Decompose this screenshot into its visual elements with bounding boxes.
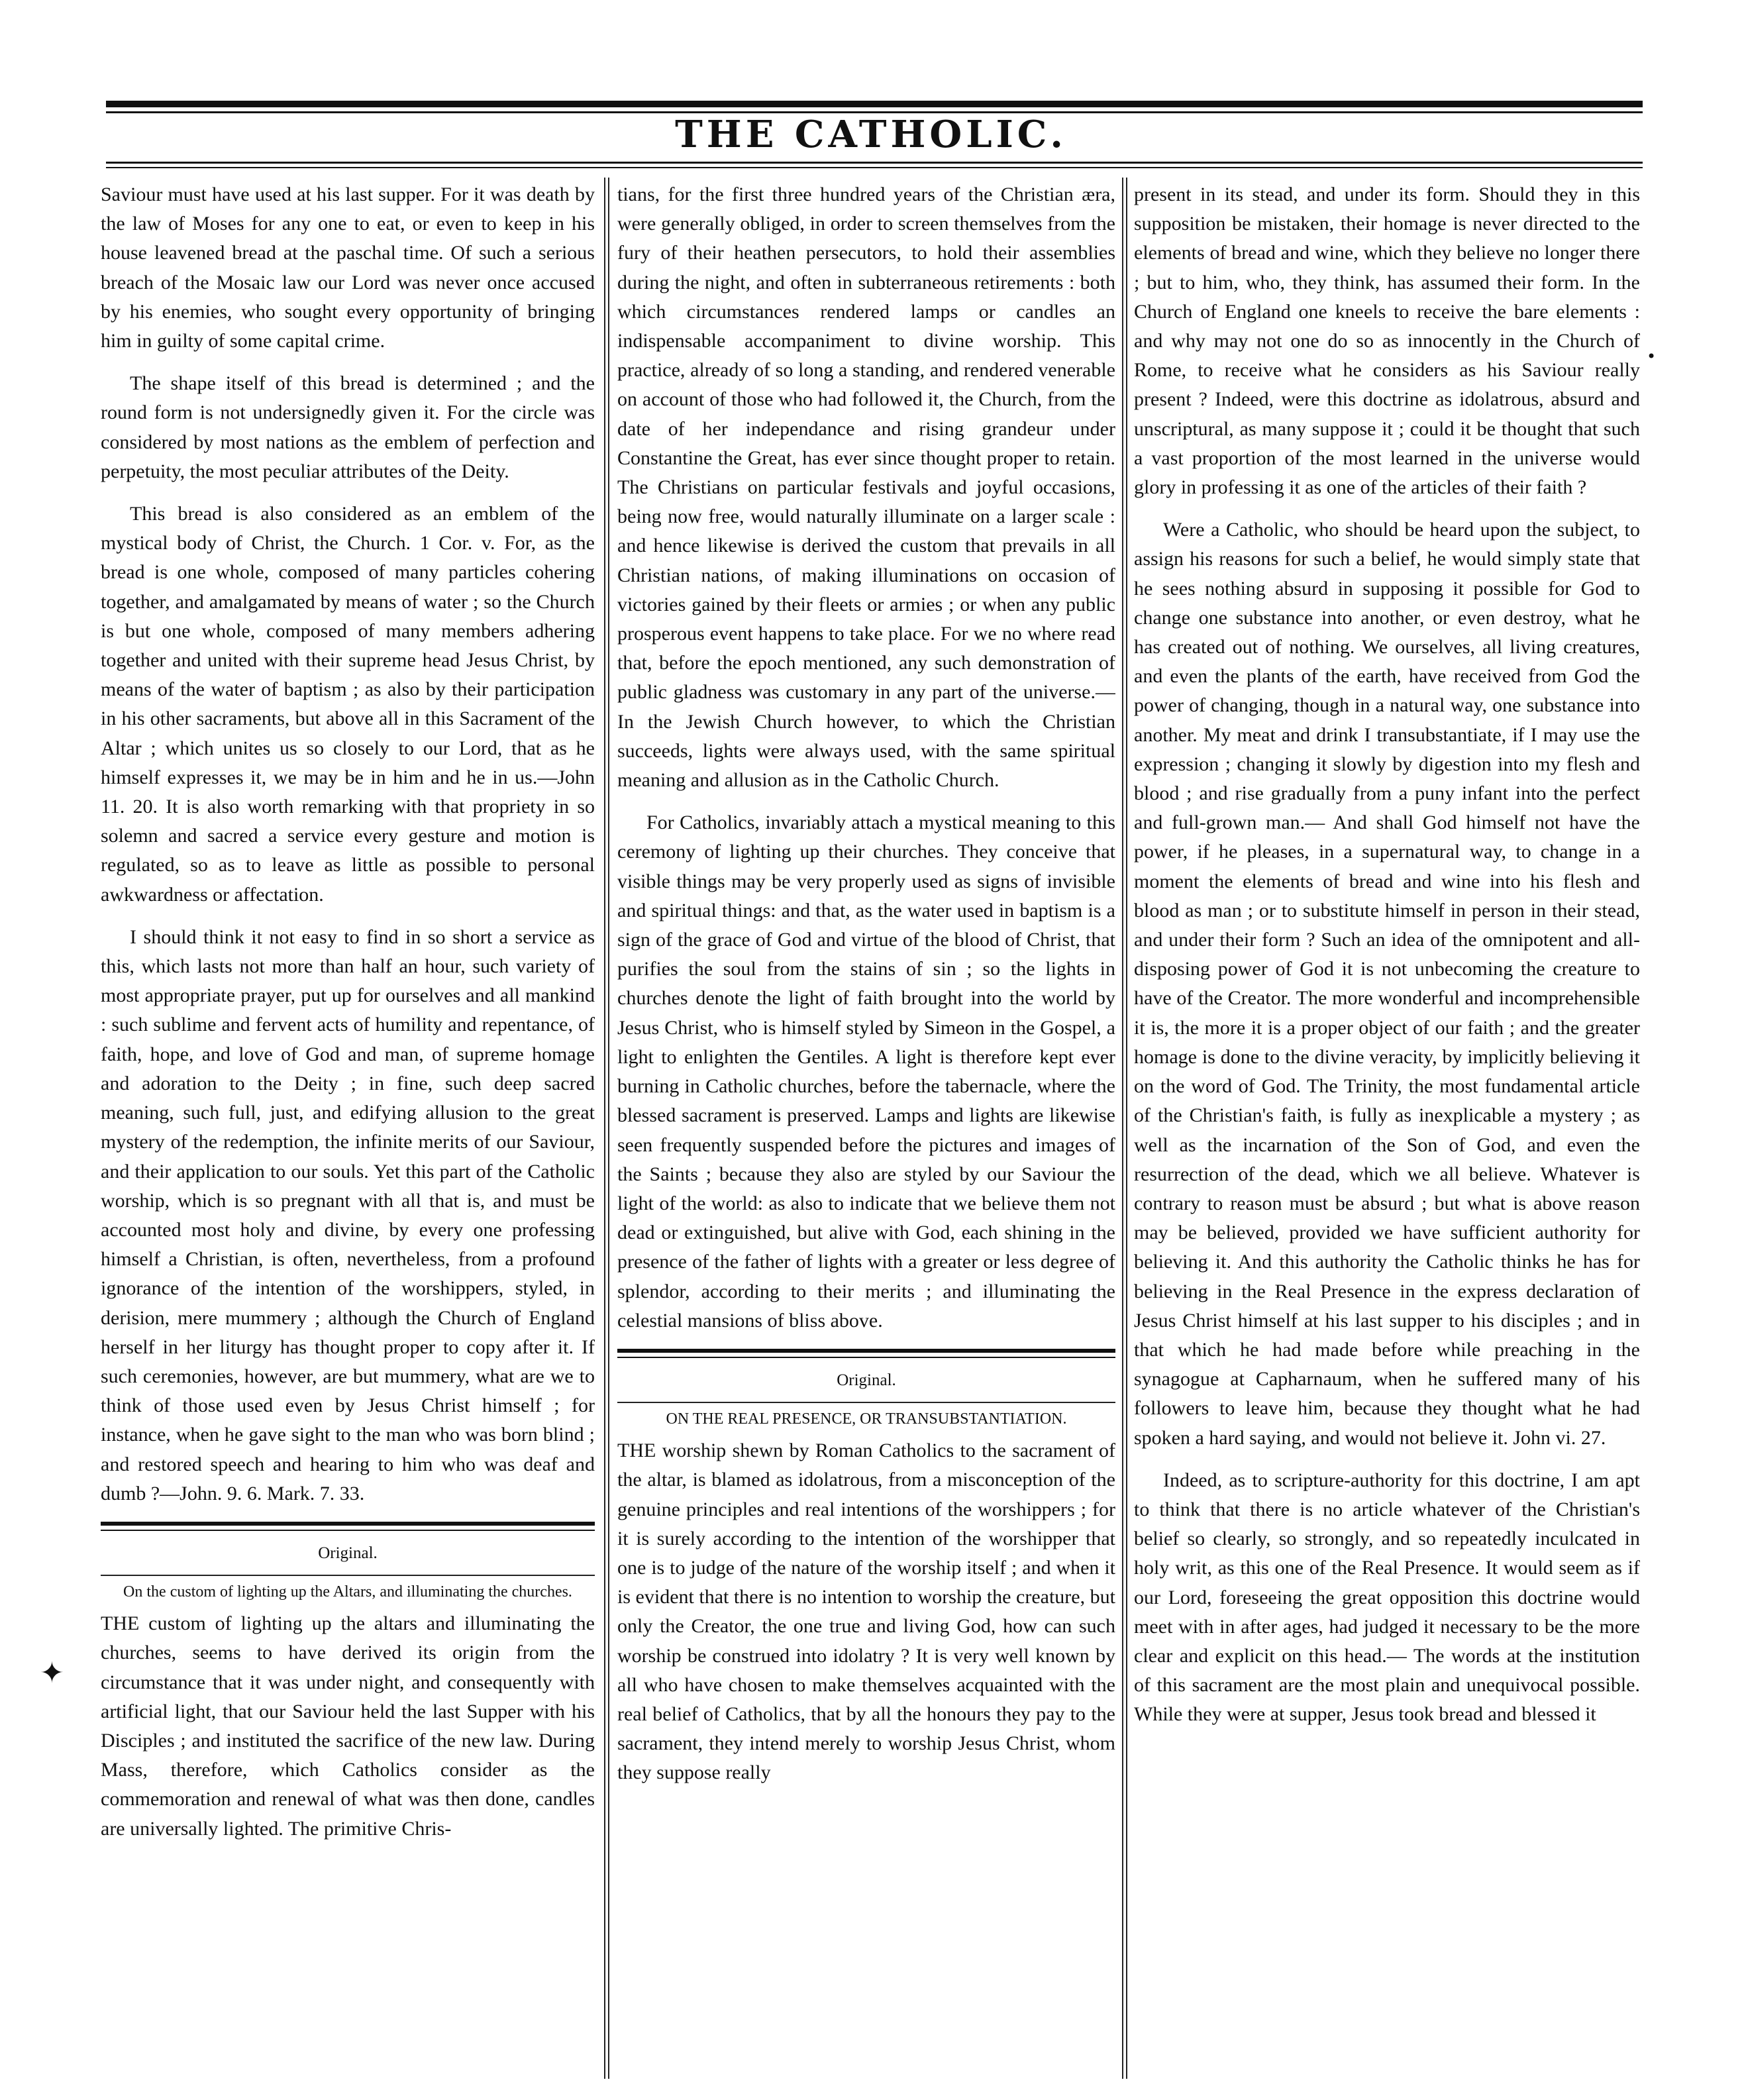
printers-mark-icon: • <box>1647 347 1657 366</box>
section-thin-rule <box>101 1575 595 1576</box>
original-label: Original. <box>318 1544 378 1562</box>
column-3 <box>1134 180 1640 2075</box>
column-divider-2b <box>1126 178 1127 2079</box>
paragraph: This bread is also considered as an emblem of the mystical body of Christ, the Church. 1 Cor. v. For, as the bread is one whole, composed of many particles cohering together, and amalgamated by means of water ; so the Church is but one whole, composed of many members adhering together and united with their supreme head Jesus Christ, by means of the water of baptism ; as also by their participation in his other sacraments, but above all in this Sacrament of the Altar ; which unites us so closely to our Lord, that as he himself expresses it, we may be in him and he in us.—John 11. 20. It is also worth remarking with that propriety in so solemn and sacred a service every gesture and motion is regulated, so as to leave as little as possible to personal awkwardness or affectation. <box>101 503 595 906</box>
column-divider-1 <box>604 178 605 2079</box>
section-rule <box>617 1349 1115 1358</box>
page-title: THE CATHOLIC. <box>675 113 1067 156</box>
paragraph: present in its stead, and under its form. Should they in this supposition be mistaken, their homage is never directed to the elements of bread and wine, which they believe no longer there ; but to him, who, they think, has assumed their form. In the Church of England one kneels to receive the bare elements : and why may not one do so as innocently in the Church of Rome, to receive what he considers as his Saviour really present ? Indeed, were this doctrine as idolatrous, absurd and unscriptural, as many suppose it ; could it be thought that such a vast proportion of the most learned in the universe would glory in professing it as one of the articles of their faith ? <box>1134 184 1640 499</box>
column-2 <box>617 180 1115 2075</box>
column-1 <box>101 180 595 2075</box>
column-divider-2 <box>1122 178 1123 2079</box>
masthead-rule-upper <box>106 162 1643 164</box>
paragraph: Indeed, as to scripture-authority for this doctrine, I am apt to think that there is no article whatever of the Christian's belief so clearly, so strongly, and so repeatedly inculcated in holy writ, as this one of the Real Presence. It would seem as if our Lord, foreseeing the great opposition this doctrine would meet with in after ages, had judged it necessary to be the more clear and explicit on this head.— The words at the institution of this sacrament are the most plain and unequivocal possible. While they were at supper, Jesus took bread and blessed it <box>1134 1469 1640 1726</box>
article-title: ON THE REAL PRESENCE, OR TRANSUBSTANTIATION. <box>666 1410 1067 1428</box>
paragraph: For Catholics, invariably attach a mystical meaning to this ceremony of lighting up their churches. They conceive that visible things may be very properly used as signs of invisible and spiritual things: and that, as the water used in baptism is a sign of the grace of God and virtue of the blood of Christ, that purifies the soul from the stains of sin ; so the lights in churches denote the light of faith brought into the world by Jesus Christ, who is himself styled by Simeon in the Gospel, a light to enlighten the Gentiles. A light is therefore kept ever burning in Catholic churches, before the tabernacle, where the blessed sacrament is preserved. Lamps and lights are likewise seen frequently suspended before the pictures and images of the Saints ; because they also are styled by our Saviour the light of the world: as also to indicate that we believe them not dead or extinguished, but alive with God, each shining in the presence of the father of lights with a greater or less degree of splendor, according to their merits ; and illuminating the celestial mansions of bliss above. <box>617 812 1115 1332</box>
original-label: Original. <box>837 1371 896 1389</box>
section-thin-rule <box>617 1402 1115 1403</box>
printers-mark-icon: ✦ <box>40 1656 64 1690</box>
paragraph: Saviour must have used at his last supper. For it was death by the law of Moses for any one to eat, or even to keep in his house leavened bread at the paschal time. Of such a serious breach of the Mosaic law our Lord was never once accused by his enemies, who sought every opportunity of bringing him in guilty of some capital crime. <box>101 184 595 352</box>
paragraph: THE custom of lighting up the altars and illuminating the churches, seems to have derived its origin from the circumstance that it was under night, and consequently with artificial light, that our Saviour held the last Supper with his Disciples ; and instituted the sacrifice of the new law. During Mass, therefore, which Catholics consider as the commemoration and renewal of what was then done, candles are universally lighted. The primitive Chris- <box>101 1612 595 1840</box>
masthead-rule-lower <box>106 167 1643 168</box>
paragraph: tians, for the first three hundred years of the Christian æra, were generally obliged, in order to screen themselves from the fury of their heathen persecutors, to hold their assemblies during the night, and often in subterraneous retirements : both which circumstances rendered lamps or candles an indispensable accompaniment to divine worship. This practice, already of so long a standing, and rendered venerable on account of those who had followed it, the Church, from the date of her independance and rising grandeur under Constantine the Great, has ever since thought proper to retain. The Christians on particular festivals and joyful occasions, being now free, would naturally illuminate on a larger scale : and hence likewise is derived the custom that prevails in all Christian nations, of making illuminations on occasion of victories gained by their fleets or armies ; or when any public prosperous event happens to take place. For we no where read that, before the epoch mentioned, any such demonstration of public gladness was customary in any part of the universe.—In the Jewish Church however, to which the Christian succeeds, lights were always used, with the same spiritual meaning and allusion as in the Catholic Church. <box>617 184 1115 792</box>
article-title: On the custom of lighting up the Altars, and illuminating the churches. <box>123 1583 572 1601</box>
paragraph: THE worship shewn by Roman Catholics to the sacrament of the altar, is blamed as idolatrous, from a misconception of the genuine principles and real intentions of the worshippers ; for it is surely according to the intention of the worshipper that one is to judge of the nature of the worship itself ; and when it is evident that there is no intention to worship the creature, but only the Creator, the one true and living God, how can such worship be construed into idolatry ? It is very well known by all who have chosen to make themselves acquainted with the real belief of Catholics, that by all the honours they pay to the sacrament, they intend merely to worship Jesus Christ, whom they suppose really <box>617 1440 1115 1784</box>
paragraph: Were a Catholic, who should be heard upon the subject, to assign his reasons for such a belief, he would simply state that he sees nothing absurd in supposing it possible for God to change one substance into another, or even destroy, what he has created out of nothing. We ourselves, all living creatures, and even the plants of the earth, have received from God the power of changing, though in a natural way, one substance into another. My meat and drink I transubstantiate, if I may use the expression ; changing it slowly by digestion into my flesh and blood ; and rise gradually from a puny infant into the perfect and full-grown man.— And shall God himself not have the power, if he pleases, in a supernatural way, to change in a moment the elements of bread and wine into his flesh and blood as man ; or to substitute himself in person in their stead, and under their form ? Such an idea of the omnipotent and all-disposing power of God it is not unbecoming the creature to have of the Creator. The more wonderful and incomprehensible it is, the more it is a proper object of our faith ; and the greater homage is done to the divine veracity, by implicitly believing it on the word of God. The Trinity, the most fundamental article of the Christian's faith, is fully as inexplicable a mystery ; as well as the incarnation of the Son of God, and even the resurrection of the dead, which we all believe. Whatever is contrary to reason must be absurd ; but what is above reason may be believed, provided we have sufficient authority for believing it. And this authority the Catholic thinks he has for believing in the Real Presence in the express declaration of Jesus Christ himself at his last supper to his disciples ; and in that which he had made before while preaching in the synagogue at Capharnaum, when he suffered many of his followers to leave him, because they thought what he had spoken a hard saying, and would not believe it. John vi. 27. <box>1134 519 1640 1449</box>
top-rule-thick <box>106 101 1643 107</box>
paragraph: I should think it not easy to find in so short a service as this, which lasts not more than half an hour, such variety of most appropriate prayer, put up for ourselves and all mankind : such sublime and fervent acts of humility and repentance, of faith, hope, and love of God and man, of supreme homage and adoration to the Deity ; in fine, such deep sacred meaning, such full, just, and edifying allusion to the great mystery of the redemption, the infinite merits of our Saviour, and their application to our souls. Yet this part of the Catholic worship, which is so pregnant with all that is, and must be accounted most holy and divine, by every one professing himself a Christian, is often, nevertheless, from a profound ignorance of the intention of the worshippers, styled, in derision, mere mummery ; although the Church of England herself in her liturgy has thought proper to copy after it. If such ceremonies, however, are but mummery, what are we to think of those used even by Jesus Christ himself ; for instance, when he gave sight to the man who was born blind ; and restored speech and hearing to him who was deaf and dumb ?—John. 9. 6. Mark. 7. 33. <box>101 925 595 1504</box>
section-rule <box>101 1522 595 1531</box>
paragraph: The shape itself of this bread is determined ; and the round form is not undersignedly given it. For the circle was considered by most nations as the emblem of perfection and perpetuity, the most peculiar attributes of the Deity. <box>101 372 595 482</box>
column-divider-1b <box>608 178 609 2079</box>
